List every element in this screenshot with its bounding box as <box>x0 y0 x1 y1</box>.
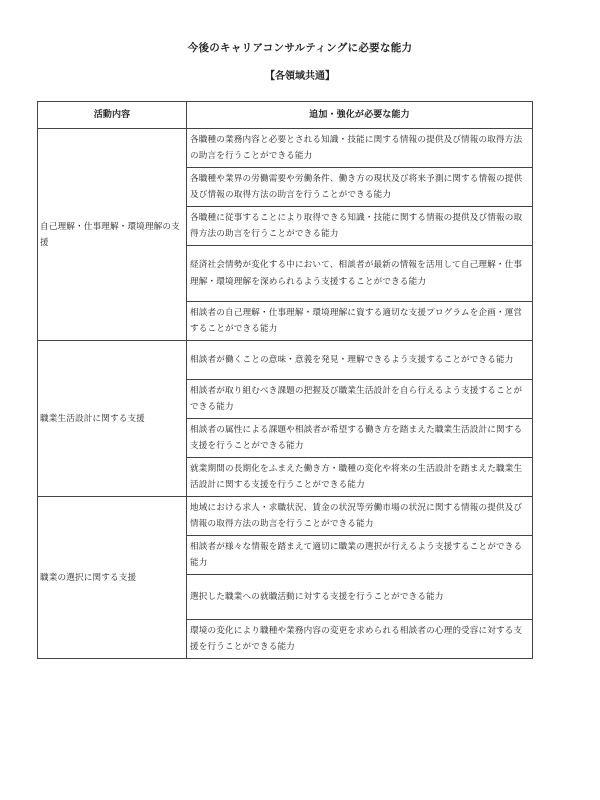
table-row <box>38 341 533 380</box>
document-subtitle: 【各領域共通】 <box>265 71 335 82</box>
activity-cell: 職業生活設計に関する支援 <box>38 341 187 497</box>
document-title: 今後のキャリアコンサルティングに必要な能力 <box>187 42 413 54</box>
activity-cell: 職業の選択に関する支援 <box>38 497 187 659</box>
ability-cell: 相談者の自己理解・仕事理解・環境理解に資する適切な支援プログラムを企画・運営することができる能力 <box>187 302 533 341</box>
ability-cell: 相談者が取り組むべき課題の把握及び職業生活設計を自ら行えるよう支援することができる能力 <box>187 380 533 419</box>
ability-cell: 相談者の属性による課題や相談者が希望する働き方を踏まえた職業生活設計に関する支援を行うことができる能力 <box>187 419 533 458</box>
ability-cell: 選択した職業への就職活動に対する支援を行うことができる能力 <box>187 575 533 620</box>
header-activity: 活動内容 <box>38 102 187 129</box>
activity-cell: 自己理解・仕事理解・環境理解の支援 <box>38 129 187 341</box>
table-row <box>38 497 533 536</box>
table-row <box>38 129 533 168</box>
ability-cell: 地域における求人・求職状況、賃金の状況等労働市場の状況に関する情報の提供及び情報の取得方法の助言を行うことができる能力 <box>187 497 533 536</box>
ability-cell: 就業期間の長期化をふまえた働き方・職種の変化や将来の生活設計を踏まえた職業生活設計に関する支援を行うことができる能力 <box>187 458 533 497</box>
ability-cell: 環境の変化により職種や業務内容の変更を求められる相談者の心理的受容に対する支援を行うことができる能力 <box>187 620 533 659</box>
ability-cell: 相談者が様々な情報を踏まえて適切に職業の選択が行えるよう支援することができる能力 <box>187 536 533 575</box>
ability-cell: 各職種に従事することにより取得できる知識・技能に関する情報の提供及び情報の取得方法の助言を行うことができる能力 <box>187 207 533 246</box>
ability-cell: 各職種や業界の労働需要や労働条件、働き方の現状及び将来予測に関する情報の提供及び情報の取得方法の助言を行うことができる能力 <box>187 168 533 207</box>
ability-cell: 各職種の業務内容と必要とされる知識・技能に関する情報の提供及び情報の取得方法の助言を行うことができる能力 <box>187 129 533 168</box>
table-header-row <box>38 102 533 129</box>
competency-table <box>37 101 533 659</box>
ability-cell: 経済社会情勢が変化する中において、相談者が最新の情報を活用して自己理解・仕事理解・環境理解を深められるよう支援することができる能力 <box>187 246 533 302</box>
header-abilities: 追加・強化が必要な能力 <box>187 102 533 129</box>
ability-cell: 相談者が働くことの意味・意義を発見・理解できるよう支援することができる能力 <box>187 341 533 380</box>
